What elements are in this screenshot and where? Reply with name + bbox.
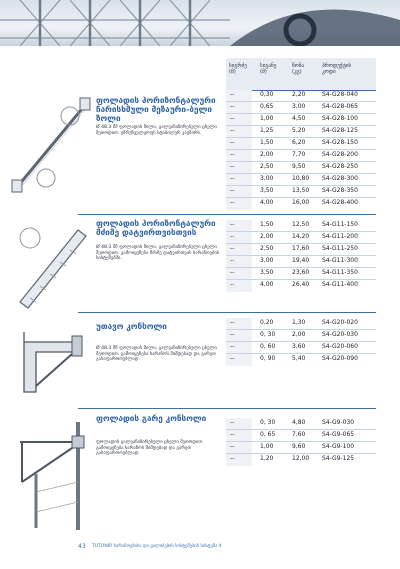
table-row: -- 0, 30 4,80 S4-G9-030 [226,418,376,430]
section-title-ledger: ფოლადის ჰორიზონტალური ჩარისხმული მეზაური-ბელი ზოლი [96,95,216,123]
table-row: -- 1,00 4,50 S4-G28-100 [226,114,376,126]
table-row: -- 3,00 19,40 S4-G11-300 [226,256,376,268]
footer-text: TUTONIR ხარაჩოებისა და ყალიბების სისტემების სისტემა 4 [92,544,222,549]
section-title-bracket: უთავო კონსოლი [96,321,167,331]
table-row: -- 2,50 9,50 S4-G28-250 [226,162,376,174]
table-row: -- 2,00 14,20 S4-G11-200 [226,232,376,244]
table-row: -- 0, 90 5,40 S4-G20-090 [230,355,358,362]
table-row: -- 2,00 7,70 S4-G28-200 [226,150,376,162]
table-row: -- 3,50 23,60 S4-G11-350 [226,268,376,280]
header-width: სიგანე (მ) [260,63,277,75]
section-title-outer-bracket: ფოლადის გარე კონსოლი [96,413,207,423]
section-divider [78,408,376,409]
header-product-code: პროდუქტის კოდი [322,63,352,75]
table-row: -- 1,50 12,50 S4-G11-150 [226,220,376,232]
table-row: -- 1,50 6,20 S4-G28-150 [226,138,376,150]
section-desc-heavy-ledger: Ø 48.3 მმ ფოლადის მილი, გალვანიზირებული ცხელი მეთოდით. გამოიყენება მძიმე დატვირთვის ხარაჩოების სისტემებში. [96,245,220,262]
table-row: -- 0,65 3,00 S4-G28-065 [226,102,376,114]
section-desc-bracket: Ø 48.3 მმ ფოლადის მილი, გალვანიზირებული ცხელი მეთოდით. გამოიყენება ხარაჩოს მიმდებად და გარეთ გასაფართოებლად. [96,346,217,363]
table-row: -- 0, 60 3,60 S4-G20-060 [226,342,376,354]
table-row: -- 2,50 17,60 S4-G11-250 [226,244,376,256]
heavy-ledger-illustration [10,218,92,314]
table-row: -- 4,00 16,00 S4-G28-400 [230,199,358,206]
table-row: -- 0,20 1,30 S4-G20-020 [226,318,376,330]
header-length: სიგრძე (მ) [229,63,247,75]
page-number: 43 [78,543,86,550]
header-weight: წონა (კგ) [292,63,305,75]
table-row: -- 0, 30 2,00 S4-G20-030 [226,330,376,342]
table-row: -- 1,20 12,00 S4-G9-125 [230,455,355,462]
section-desc-ledger: Ø 48.3 მმ ფოლადის მილი, გალვანიზირებული ცხელი მეთოდით. უზრუნველყოფს სტაბილურ კავშირს. [96,125,217,136]
table-row: -- 0, 65 7,60 S4-G9-065 [226,430,376,442]
table-row: -- 4,00 26,40 S4-G11-400 [230,281,358,288]
table-row: -- 1,25 5,20 S4-G28-125 [226,126,376,138]
table-row: -- 3,00 10,80 S4-G28-300 [226,174,376,186]
section-divider [78,214,376,215]
table-row: -- 0,30 2,20 S4-G28-040 [226,90,376,102]
ledger-illustration [10,96,92,200]
section-title-heavy-ledger: ფოლადის ჰორიზონტალური მძიმე დატვირთვისთვის [96,218,216,237]
section-divider [78,312,376,313]
table-row: -- 3,50 13,50 S4-G28-350 [226,186,376,198]
table-row: -- 1,00 9,60 S4-G9-100 [226,442,376,454]
hero-photo [0,0,400,46]
outer-bracket-illustration [12,412,92,536]
section-desc-outer-bracket: ფოლადის გალვანიზირებული ცხელი მეთოდით. გამოიყენება ხარაჩოს მიმდებად და გარეთ გასაფართოებლად. [96,440,204,457]
bracket-illustration [16,322,86,406]
